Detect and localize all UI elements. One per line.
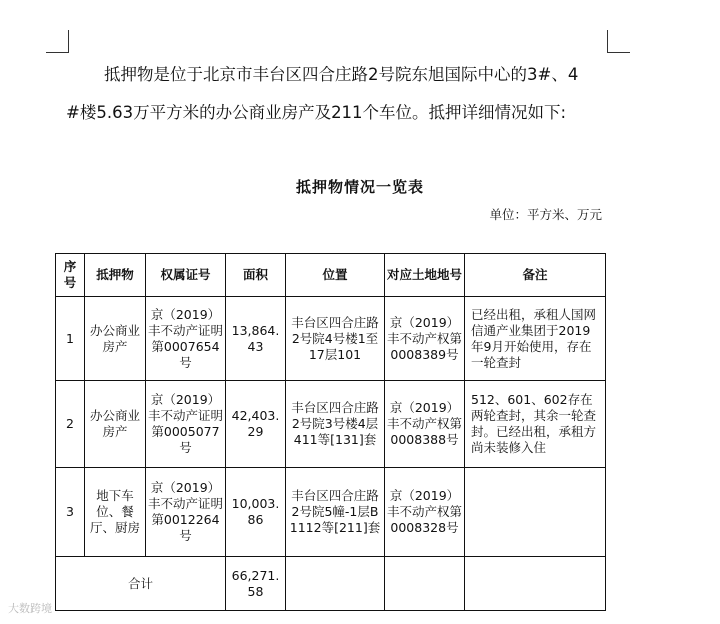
cell-item: 办公商业房产 (85, 297, 146, 381)
cell-no: 3 (56, 468, 85, 557)
margin-corner-mark-right (607, 30, 630, 53)
header-cert: 权属证号 (146, 254, 226, 297)
header-land: 对应土地地号 (385, 254, 465, 297)
cell-note: 已经出租，承租人国网信通产业集团于2019年9月开始使用，存在一轮查封 (465, 297, 606, 381)
watermark: 大数跨境 (8, 602, 52, 615)
cell-no: 2 (56, 381, 85, 468)
table-total-row (56, 557, 606, 611)
cell-location: 丰台区四合庄路2号院3号楼4层411等[131]套 (286, 381, 385, 468)
table-row (56, 297, 606, 381)
cell-location: 丰台区四合庄路2号院5幢-1层B1112等[211]套 (286, 468, 385, 557)
header-location: 位置 (286, 254, 385, 297)
cell-area: 42,403.29 (226, 381, 286, 468)
table-header-row (56, 254, 606, 297)
total-label: 合计 (56, 557, 226, 611)
header-area: 面积 (226, 254, 286, 297)
cell-note (465, 468, 606, 557)
table-row (56, 381, 606, 468)
cell-area: 10,003.86 (226, 468, 286, 557)
cell-note: 512、601、602存在两轮查封，其余一轮查封。已经出租，承租方尚未装修入住 (465, 381, 606, 468)
cell-cert: 京（2019）丰不动产证明第0012264号 (146, 468, 226, 557)
cell-area: 13,864.43 (226, 297, 286, 381)
table-title: 抵押物情况一览表 (295, 178, 424, 196)
cell-cert: 京（2019）丰不动产证明第0005077号 (146, 381, 226, 468)
header-item: 抵押物 (85, 254, 146, 297)
cell-item: 地下车位、餐厅、厨房 (85, 468, 146, 557)
table-row (56, 468, 606, 557)
cell-land: 京（2019）丰不动产权第0008328号 (385, 468, 465, 557)
intro-line-2: #楼5.63万平方米的办公商业房产及211个车位。抵押详细情况如下: (66, 103, 567, 122)
header-note: 备注 (465, 254, 606, 297)
header-no: 序号 (56, 254, 85, 297)
margin-corner-mark-left (46, 30, 69, 53)
cell-item: 办公商业房产 (85, 381, 146, 468)
total-area: 66,271.58 (226, 557, 286, 611)
total-empty-location (286, 557, 385, 611)
cell-land: 京（2019）丰不动产权第0008388号 (385, 381, 465, 468)
unit-note: 单位：平方米、万元 (489, 207, 602, 222)
total-empty-land (385, 557, 465, 611)
intro-paragraph (66, 56, 626, 132)
cell-location: 丰台区四合庄路2号院4号楼1至17层101 (286, 297, 385, 381)
total-empty-note (465, 557, 606, 611)
cell-land: 京（2019）丰不动产权第0008389号 (385, 297, 465, 381)
intro-line-1: 抵押物是位于北京市丰台区四合庄路2号院东旭国际中心的3#、4 (104, 65, 579, 84)
cell-cert: 京（2019）丰不动产证明第0007654号 (146, 297, 226, 381)
collateral-table (55, 253, 606, 611)
cell-no: 1 (56, 297, 85, 381)
